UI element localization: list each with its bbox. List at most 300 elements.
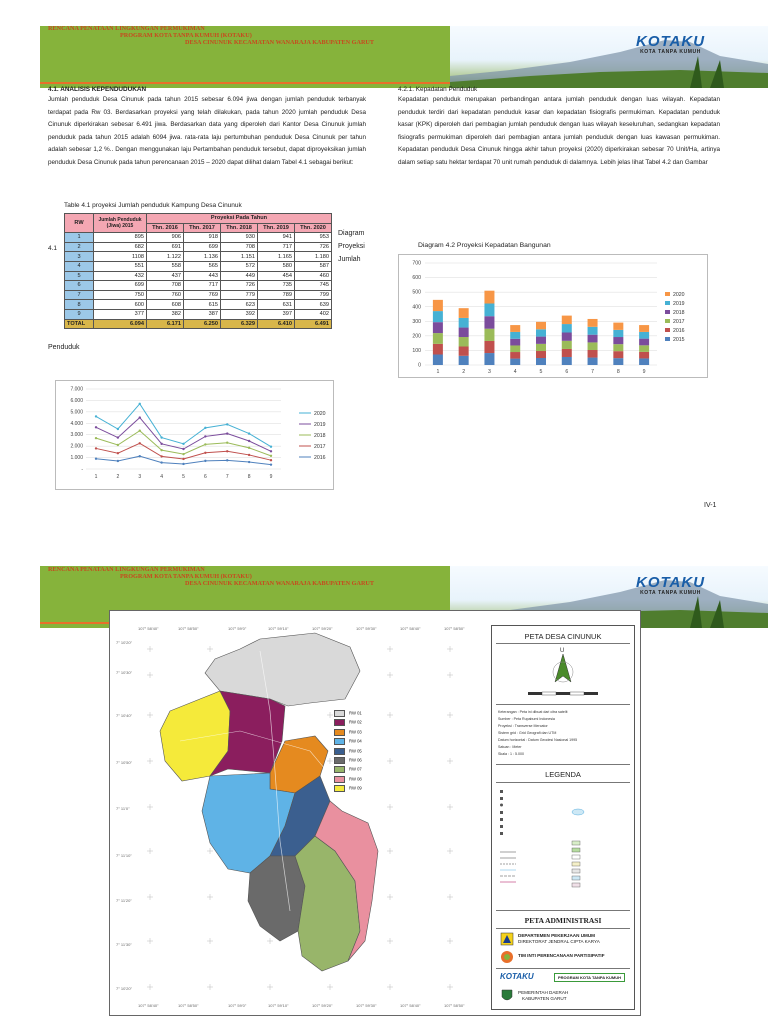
latitude-label: 7° 10'50" xyxy=(116,760,133,765)
table-total-cell: 6.329 xyxy=(221,319,258,329)
bar-segment xyxy=(459,356,469,365)
legend-label: 2016 xyxy=(314,454,326,461)
rw-label: RW 08 xyxy=(349,776,362,782)
rw-swatch xyxy=(334,738,345,745)
bar-segment xyxy=(510,339,520,346)
table-caption: Table 4.1 proyeksi Jumlah penduduk Kampung Desa Cinunuk xyxy=(64,202,242,209)
rw-legend-item xyxy=(334,776,362,783)
bar-segment xyxy=(433,344,443,355)
bar-segment xyxy=(510,345,520,352)
y-tick-label: 600 xyxy=(412,275,421,282)
data-point xyxy=(160,461,162,463)
table-cell: 580 xyxy=(258,261,295,271)
bar-segment xyxy=(536,337,546,344)
data-point xyxy=(226,432,228,434)
diagram-label-number: 4.1 xyxy=(48,245,58,252)
table-cell: 682 xyxy=(94,242,147,252)
bar-segment xyxy=(562,324,572,332)
table-total-cell: 6.094 xyxy=(94,319,147,329)
y-tick-label: - xyxy=(81,466,83,473)
table-cell-rw: 9 xyxy=(65,309,94,319)
bar-segment xyxy=(588,358,598,365)
admin-title: PETA ADMINISTRASI xyxy=(524,916,602,925)
agency4-line2: KABUPATEN GARUT xyxy=(522,996,567,1001)
data-point xyxy=(160,436,162,438)
table-cell: 639 xyxy=(295,300,332,310)
x-tick-label: 7 xyxy=(225,474,229,480)
divider-4 xyxy=(496,782,630,783)
x-tick-label: 7 xyxy=(591,369,595,375)
table-row xyxy=(65,252,332,262)
data-point xyxy=(248,454,250,456)
y-tick-label: 2.000 xyxy=(70,443,83,450)
bar-segment xyxy=(510,352,520,359)
map-info-line: Skala : 1 : 5.000 xyxy=(498,752,524,756)
y-tick-label: 5.000 xyxy=(70,409,83,416)
bar-segment xyxy=(613,330,623,337)
legend-label: 2017 xyxy=(673,319,685,325)
bar-segment xyxy=(562,316,572,324)
scale-bar xyxy=(528,690,598,698)
table-cell: 587 xyxy=(295,261,332,271)
table-total-cell: TOTAL xyxy=(65,319,94,329)
rw-swatch xyxy=(334,729,345,736)
data-point xyxy=(270,446,272,448)
table-cell: 769 xyxy=(184,290,221,300)
table-head-jumlah: Jumlah Penduduk (Jiwa) 2015 xyxy=(94,214,147,233)
data-point xyxy=(160,455,162,457)
table-total-cell: 6.491 xyxy=(295,319,332,329)
x-tick-label: 3 xyxy=(487,369,491,375)
bar-segment xyxy=(433,355,443,365)
longitude-label: 107° 59'20" xyxy=(312,1003,333,1008)
y-tick-label: 6.000 xyxy=(70,397,83,404)
latitude-label: 7° 11'30" xyxy=(116,942,132,947)
table-cell: 387 xyxy=(184,309,221,319)
x-tick-label: 1 xyxy=(436,369,440,375)
section-heading-left: 4.1. ANALISIS KEPENDUDUKAN xyxy=(48,86,147,93)
bar-segment xyxy=(639,358,649,365)
table-cell: 906 xyxy=(147,233,184,243)
rw-swatch xyxy=(334,785,345,792)
table-cell: 1108 xyxy=(94,252,147,262)
bar-segment xyxy=(510,332,520,339)
table-cell-rw: 7 xyxy=(65,290,94,300)
table-cell: 1.165 xyxy=(258,252,295,262)
data-point xyxy=(226,450,228,452)
table-cell: 432 xyxy=(94,271,147,281)
data-point xyxy=(95,415,97,417)
table-cell: 708 xyxy=(147,281,184,291)
bar-segment xyxy=(484,304,494,317)
table-cell: 726 xyxy=(221,281,258,291)
data-point xyxy=(248,440,250,442)
legend-swatch xyxy=(665,328,670,332)
header2-line1: RENCANA PENATAAN LINGKUNGAN PERMUKIMAN xyxy=(48,566,205,573)
north-label: U xyxy=(560,648,565,654)
rw-legend-item xyxy=(334,757,362,764)
table-cell: 377 xyxy=(94,309,147,319)
table-cell: 443 xyxy=(184,271,221,281)
rw-legend-item xyxy=(334,748,362,755)
table-row xyxy=(65,242,332,252)
bar-segment xyxy=(639,339,649,346)
rw-swatch xyxy=(334,748,345,755)
table-cell: 699 xyxy=(184,242,221,252)
bar-segment xyxy=(613,323,623,330)
map-region-rw06 xyxy=(248,856,305,941)
legend-swatch xyxy=(665,292,670,296)
table-cell: 449 xyxy=(221,271,258,281)
longitude-label: 107° 58'40" xyxy=(400,1003,421,1008)
rw-legend-item xyxy=(334,729,362,736)
agency4-line1: PEMERINTAH DAERAH xyxy=(518,990,569,995)
longitude-label: 107° 59'10" xyxy=(268,626,289,631)
x-tick-label: 5 xyxy=(539,369,543,375)
longitude-label: 107° 59'0" xyxy=(228,1003,247,1008)
bar-segment xyxy=(536,358,546,365)
legend-label: 2020 xyxy=(314,410,326,417)
legend-label: 2019 xyxy=(314,421,326,428)
data-point xyxy=(270,450,272,452)
data-point xyxy=(95,447,97,449)
data-point xyxy=(248,461,250,463)
y-tick-label: 3.000 xyxy=(70,432,83,439)
x-tick-label: 1 xyxy=(94,474,98,480)
agency2-line1: TIM INTI PERENCANAAN PARTISIPATIF xyxy=(518,953,605,958)
table-cell: 565 xyxy=(184,261,221,271)
map-info-line: Sumber : Peta Rupabumi Indonesia xyxy=(498,717,555,721)
y-tick-label: 0 xyxy=(418,362,421,369)
y-tick-label: 1.000 xyxy=(70,455,83,462)
divider-3 xyxy=(496,764,630,765)
table-cell: 1.180 xyxy=(295,252,332,262)
data-point xyxy=(226,423,228,425)
page-number: IV-1 xyxy=(704,502,717,509)
table-cell: 789 xyxy=(258,290,295,300)
table-head-year: Thn. 2017 xyxy=(184,223,221,233)
table-head-rw: RW xyxy=(65,214,94,233)
kotaku-logo-2 xyxy=(636,574,705,596)
data-point xyxy=(117,460,119,462)
latitude-label: 7° 10'20" xyxy=(116,986,133,991)
header-photo xyxy=(450,26,768,88)
bar-segment xyxy=(613,337,623,344)
data-point xyxy=(160,443,162,445)
data-point xyxy=(139,455,141,457)
paragraph-left: Jumlah penduduk Desa Cinunuk pada tahun 2015 sebesar 6.094 jiwa dengan jumlah penduduk terbanyak terdapat pada Rw 03. Berdasarkan proyeksi yang telah dilakukan, pada tahun 2020 jumlah penduduk Desa Cinunuk diperkirakan sebesar 6.491 jiwa. Berdasarkan data yang diperoleh dari Kantor Desa Cinunuk jumlah penduduk pada tahun 2015 adalah 6094 jiwa. rata-rata laju pertumbuhan penduduk Desa Cinunuk per tahun adalah sebesar 1,2 %.. Dengan menggunakan laju Pertambahan penduduk tersebut, dapat diproyeksikan jumlah penduduk Desa Cinunuk pada tahun perencanaan 2015 – 2020 dapat dilihat dalam Tabel 4.1 sebagai berikut: xyxy=(48,96,366,166)
latitude-label: 7° 11'20" xyxy=(116,898,132,903)
bar-segment xyxy=(588,350,598,358)
series-line-2020 xyxy=(96,404,271,447)
x-tick-label: 9 xyxy=(269,474,273,480)
table-row xyxy=(65,281,332,291)
population-table xyxy=(64,213,332,329)
table-cell-rw: 6 xyxy=(65,281,94,291)
bar-segment xyxy=(536,329,546,336)
bar-segment xyxy=(536,351,546,358)
x-tick-label: 4 xyxy=(513,369,517,375)
table-head-year: Thn. 2016 xyxy=(147,223,184,233)
divider-2 xyxy=(496,704,630,705)
data-point xyxy=(204,452,206,454)
data-point xyxy=(139,403,141,405)
data-point xyxy=(270,455,272,457)
table-total-cell: 6.171 xyxy=(147,319,184,329)
rw-legend-item xyxy=(334,766,362,773)
table-head-year: Thn. 2019 xyxy=(258,223,295,233)
rw-label: RW 03 xyxy=(349,729,362,735)
table-cell: 918 xyxy=(184,233,221,243)
table-cell: 397 xyxy=(258,309,295,319)
table-cell: 608 xyxy=(147,300,184,310)
divider-6 xyxy=(496,928,630,929)
x-tick-label: 2 xyxy=(462,369,466,375)
legend-symbols xyxy=(498,786,628,906)
bar-segment xyxy=(562,357,572,365)
bar-segment xyxy=(459,308,469,318)
bar-segment xyxy=(484,291,494,304)
header-line1: RENCANA PENATAAN LINGKUNGAN PERMUKIMAN xyxy=(48,25,205,32)
longitude-label: 107° 58'40" xyxy=(400,626,421,631)
bar-segment xyxy=(484,353,494,365)
y-tick-label: 400 xyxy=(412,304,421,311)
rw-legend-item xyxy=(334,719,362,726)
bar-segment xyxy=(510,359,520,365)
bar-segment xyxy=(510,325,520,332)
bar-segment xyxy=(484,316,494,329)
table-cell: 551 xyxy=(94,261,147,271)
divider xyxy=(496,643,630,644)
y-tick-label: 300 xyxy=(412,318,421,325)
table-cell-rw: 1 xyxy=(65,233,94,243)
table-cell: 699 xyxy=(94,281,147,291)
diagram-label-word1: Diagram xyxy=(338,230,365,237)
y-tick-label: 7.000 xyxy=(70,386,83,393)
table-head-year: Thn. 2020 xyxy=(295,223,332,233)
table-cell-rw: 2 xyxy=(65,242,94,252)
pu-logo-icon xyxy=(500,932,514,946)
table-cell-rw: 3 xyxy=(65,252,94,262)
bar-segment xyxy=(588,319,598,327)
table-row xyxy=(65,261,332,271)
logo-subtext-2: KOTA TANPA KUMUH xyxy=(640,590,701,596)
rw-label: RW 09 xyxy=(349,785,362,791)
data-point xyxy=(182,443,184,445)
longitude-label: 107° 58'50" xyxy=(178,626,199,631)
rw-swatch xyxy=(334,766,345,773)
bar-segment xyxy=(639,325,649,332)
logo-subtext: KOTA TANPA KUMUH xyxy=(640,49,701,55)
bar-chart-title: Diagram 4.2 Proyeksi Kepadatan Bangunan xyxy=(418,242,551,249)
map-info-line: Sistem grid : Grid Geografi dan UTM xyxy=(498,731,557,735)
latitude-label: 7° 10'40" xyxy=(116,713,133,718)
village-map xyxy=(110,611,490,1013)
rw-label: RW 02 xyxy=(349,720,362,725)
map-info-line: Keterangan : Peta ini dibuat dari citra satelit xyxy=(498,710,568,714)
y-tick-label: 100 xyxy=(412,348,421,355)
table-cell-rw: 5 xyxy=(65,271,94,281)
data-point xyxy=(204,443,206,445)
bar-segment xyxy=(562,333,572,341)
longitude-label: 107° 58'50" xyxy=(178,1003,199,1008)
legend-panel xyxy=(491,625,635,1010)
table-cell: 460 xyxy=(295,271,332,281)
data-point xyxy=(270,463,272,465)
rw-legend xyxy=(334,710,362,795)
bar-segment xyxy=(484,341,494,353)
map-info-line: Proyeksi : Transverse Mercator xyxy=(498,724,548,728)
table-cell: 745 xyxy=(295,281,332,291)
header-line2: PROGRAM KOTA TANPA KUMUH (KOTAKU) xyxy=(120,32,252,39)
north-arrow-icon xyxy=(548,648,578,688)
latitude-label: 7° 10'30" xyxy=(116,670,133,675)
data-point xyxy=(160,449,162,451)
rw-label: RW 06 xyxy=(349,757,362,763)
data-point xyxy=(139,430,141,432)
data-point xyxy=(248,432,250,434)
bar-chart-box xyxy=(398,254,708,378)
table-cell: 382 xyxy=(147,309,184,319)
bar-segment xyxy=(639,332,649,339)
kotaku-logo xyxy=(636,33,705,55)
x-tick-label: 2 xyxy=(116,474,120,480)
latitude-label: 7° 11'0" xyxy=(116,806,130,811)
bar-segment xyxy=(459,318,469,328)
bar-segment xyxy=(536,322,546,329)
legend-label: 2017 xyxy=(314,443,326,450)
table-row xyxy=(65,271,332,281)
bar-segment xyxy=(433,300,443,311)
data-point xyxy=(95,426,97,428)
table-total-row xyxy=(65,319,332,329)
longitude-label: 107° 59'30" xyxy=(356,1003,377,1008)
table-cell: 691 xyxy=(147,242,184,252)
data-point xyxy=(182,458,184,460)
table-cell: 930 xyxy=(221,233,258,243)
table-cell: 717 xyxy=(258,242,295,252)
bar-segment xyxy=(459,346,469,355)
y-tick-label: 700 xyxy=(412,260,421,267)
table-cell: 717 xyxy=(184,281,221,291)
data-point xyxy=(117,428,119,430)
rw-swatch xyxy=(334,710,345,717)
table-cell: 708 xyxy=(221,242,258,252)
table-head-proyeksi: Proyeksi Pada Tahun xyxy=(147,214,332,224)
agency1-line1: DEPARTEMEN PEKERJAAN UMUM xyxy=(518,933,595,938)
longitude-label: 107° 58'50" xyxy=(444,1003,465,1008)
section-heading-right: 4.2.1. Kepadatan Penduduk xyxy=(398,86,478,93)
data-point xyxy=(117,452,119,454)
paragraph-right: Kepadatan penduduk merupakan perbandingan antara jumlah penduduk dengan luas wilayah. Kepadatan penduduk terdiri dari kepadatan penduduk kasar dan kepadatan fisiografis permukiman. Kepadatan penduduk kasar (KPK) diperoleh dari pembagian jumlah penduduk dengan luas wilayah keseluruhan, sedangkan kepadatan fisiografis permukiman diperoleh dari pembagian antara jumlah penduduk dengan luas kawasan permukiman. Kepadatan penduduk Desa Cinunuk hingga akhir tahun proyeksi (2020) diperkirakan sebesar 70 Unit/Ha, artinya dalam setiap satu hektar terdapat 70 unit rumah penduduk di dalamnya. Lebih jelas lihat Tabel 4.2 dan Gambar xyxy=(398,96,720,166)
rw-legend-item xyxy=(334,785,362,792)
diagram-label-word4: Penduduk xyxy=(48,344,80,351)
agency1-line2: DIREKTORAT JENDRAL CIPTA KARYA xyxy=(518,939,600,944)
table-row xyxy=(65,300,332,310)
rw-swatch xyxy=(334,776,345,783)
x-tick-label: 8 xyxy=(616,369,620,375)
legend-swatch xyxy=(665,337,670,341)
header-rule xyxy=(40,82,450,84)
bar-chart xyxy=(399,255,707,377)
table-cell: 799 xyxy=(295,290,332,300)
table-row xyxy=(65,309,332,319)
bar-segment xyxy=(613,351,623,358)
x-tick-label: 6 xyxy=(203,474,207,480)
map-info-line: Datum horizontal : Datum Geodesi Nasional 1995 xyxy=(498,738,578,742)
legend-label: 2018 xyxy=(314,432,326,439)
latitude-label: 7° 11'10" xyxy=(116,853,132,858)
table-cell: 1.122 xyxy=(147,252,184,262)
table-cell: 895 xyxy=(94,233,147,243)
table-cell: 615 xyxy=(184,300,221,310)
rw-label: RW 01 xyxy=(349,710,362,716)
bar-segment xyxy=(433,333,443,344)
divider-7 xyxy=(496,968,630,969)
table-cell: 631 xyxy=(258,300,295,310)
x-tick-label: 8 xyxy=(247,474,251,480)
table-total-cell: 6.410 xyxy=(258,319,295,329)
legend-swatch xyxy=(665,310,670,314)
bar-segment xyxy=(536,344,546,351)
bar-segment xyxy=(433,322,443,333)
table-cell: 623 xyxy=(221,300,258,310)
table-cell: 750 xyxy=(94,290,147,300)
map-info-line: Satuan : Meter xyxy=(498,745,522,749)
x-tick-label: 9 xyxy=(642,369,646,375)
bar-segment xyxy=(588,327,598,335)
data-point xyxy=(182,453,184,455)
table-cell: 402 xyxy=(295,309,332,319)
map-title: PETA DESA CINUNUK xyxy=(524,632,602,641)
data-point xyxy=(139,416,141,418)
data-point xyxy=(95,458,97,460)
rw-label: RW 05 xyxy=(349,748,362,754)
header-line3: DESA CINUNUK KECAMATAN WANARAJA KABUPATEN GARUT xyxy=(185,39,375,46)
legend-swatch xyxy=(665,319,670,323)
table-total-cell: 6.250 xyxy=(184,319,221,329)
bar-segment xyxy=(588,335,598,343)
rw-legend-item xyxy=(334,710,362,717)
table-row xyxy=(65,233,332,243)
data-point xyxy=(204,460,206,462)
data-point xyxy=(204,427,206,429)
table-cell: 953 xyxy=(295,233,332,243)
rw-swatch xyxy=(334,719,345,726)
data-point xyxy=(226,459,228,461)
logo-text-2: KOTAKU xyxy=(636,574,706,591)
table-cell: 779 xyxy=(221,290,258,300)
agency3-label: PROGRAM KOTA TANPA KUMUH xyxy=(554,973,625,982)
data-point xyxy=(248,447,250,449)
table-cell: 1.151 xyxy=(221,252,258,262)
table-cell: 572 xyxy=(221,261,258,271)
data-point xyxy=(182,463,184,465)
divider-5 xyxy=(496,910,630,911)
bar-segment xyxy=(639,352,649,359)
bar-segment xyxy=(562,349,572,357)
table-cell: 600 xyxy=(94,300,147,310)
legend-label: 2016 xyxy=(673,328,685,334)
diagram-label-word2: Proyeksi xyxy=(338,243,365,250)
y-tick-label: 200 xyxy=(412,333,421,340)
header2-line3: DESA CINUNUK KECAMATAN WANARAJA KABUPATEN GARUT xyxy=(185,580,375,587)
rw-label: RW 07 xyxy=(349,766,362,772)
table-cell: 760 xyxy=(147,290,184,300)
data-point xyxy=(117,444,119,446)
bar-segment xyxy=(433,311,443,322)
bar-segment xyxy=(484,329,494,341)
